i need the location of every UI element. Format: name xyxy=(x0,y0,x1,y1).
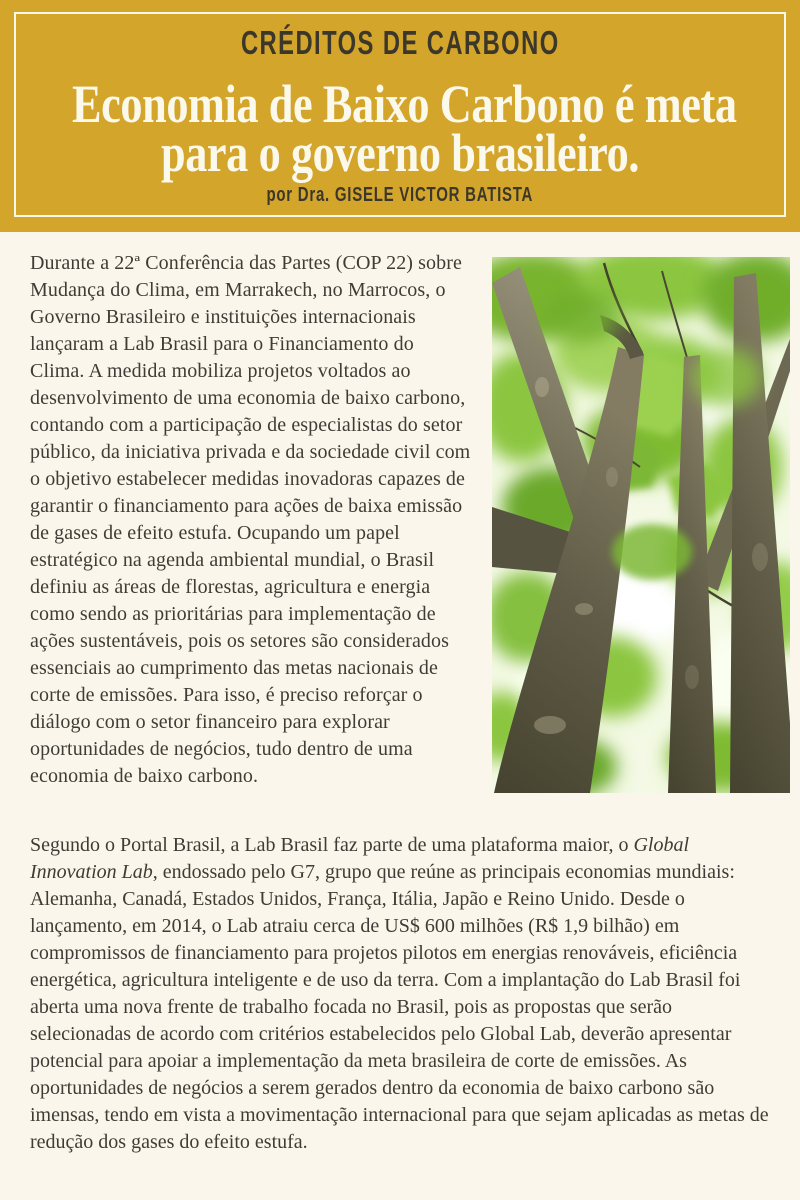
second-paragraph-part1: Segundo o Portal Brasil, a Lab Brasil faz parte de uma plataforma maior, o xyxy=(30,834,634,856)
byline-row xyxy=(0,184,800,207)
kicker-row xyxy=(0,24,800,62)
page-title xyxy=(0,74,800,183)
second-paragraph xyxy=(30,832,778,1156)
second-paragraph-italic: Global Innovation Lab xyxy=(30,834,690,883)
masthead xyxy=(0,0,800,232)
forest-canopy-photo xyxy=(492,257,790,793)
title-line-2: para o governo brasileiro. xyxy=(160,123,640,183)
kicker: CRÉDITOS DE CARBONO xyxy=(240,24,560,61)
forest-canopy-illustration xyxy=(492,257,790,793)
title-line-1: Economia de Baixo Carbono é meta xyxy=(72,74,737,134)
second-paragraph-part2: , endossado pelo G7, grupo que reúne as principais economias mundiais: Alemanha, Canadá, Estados Unidos, França, Itália, Japão e Reino Unido. Desde o lançamento, em 2014, o Lab atraiu cerca de US$ 600 milhões (R$ 1,9 bilhão) em compromissos de financiamento para projetos pilotos em energias renováveis, eficiência energética, agricultura inteligente e de uso da terra. Com a implantação do Lab Brasil foi aberta uma nova frente de trabalho focada no Brasil, pois as propostas que serão selecionadas de acordo com critérios estabelecidos pelo Global Lab, deverão apresentar potencial para apoiar a implementação da meta brasileira de corte de emissões. As oportunidades de negócios a serem gerados dentro da economia de baixo carbono são imensas, tendo em vista a movimentação internacional para que sejam aplicadas as metas de redução dos gases do efeito estufa. xyxy=(30,861,769,1153)
lead-paragraph: Durante a 22ª Conferência das Partes (COP 22) sobre Mudança do Clima, em Marrakech, no Marrocos, o Governo Brasileiro e instituições internacionais lançaram a Lab Brasil para o Financiamento do Clima. A medida mobiliza projetos voltados ao desenvolvimento de uma economia de baixo carbono, contando com a participação de especialistas do setor público, da iniciativa privada e da sociedade civil com o objetivo estabelecer medidas inovadoras capazes de garantir o financiamento para ações de baixa emissão de gases de efeito estufa. Ocupando um papel estratégico na agenda ambiental mundial, o Brasil definiu as áreas de florestas, agricultura e energia como sendo as prioritárias para implementação de ações sustentáveis, pois os setores são considerados essenciais ao cumprimento das metas nacionais de corte de emissões. Para isso, é preciso reforçar o diálogo com o setor financeiro para explorar oportunidades de negócios, tudo dentro de uma economia de baixo carbono. xyxy=(30,252,471,787)
byline: por Dra. GISELE VICTOR BATISTA xyxy=(266,184,534,206)
